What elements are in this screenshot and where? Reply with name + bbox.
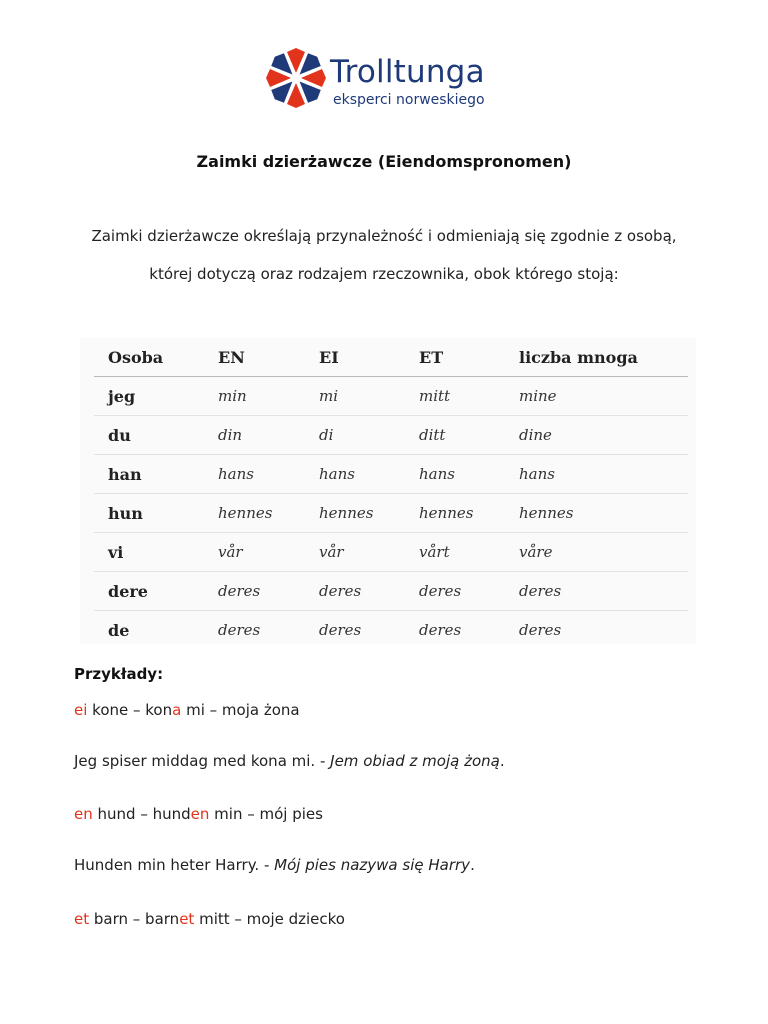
text: Hunden min heter Harry. - xyxy=(74,856,275,874)
column-header: EI xyxy=(305,338,405,377)
form-cell: dine xyxy=(505,416,688,455)
table-row xyxy=(94,572,688,611)
page-title: Zaimki dzierżawcze (Eiendomspronomen) xyxy=(196,152,572,171)
form-cell: mine xyxy=(505,377,688,416)
star-icon xyxy=(266,48,326,108)
form-cell: hennes xyxy=(204,494,305,533)
form-cell: deres xyxy=(519,621,562,639)
table-row xyxy=(94,533,688,572)
brand-name: Trolltunga xyxy=(330,54,485,90)
example-1-sentence xyxy=(74,752,505,770)
person-cell: han xyxy=(94,455,204,494)
highlight: en xyxy=(74,805,93,823)
highlight: et xyxy=(179,910,195,928)
text: min – mój pies xyxy=(209,805,323,823)
example-2-sentence xyxy=(74,856,475,874)
table-row xyxy=(94,455,688,494)
person-cell: de xyxy=(108,620,130,640)
table-header-row xyxy=(94,338,688,377)
column-header: liczba mnoga xyxy=(505,338,688,377)
form-cell: hennes xyxy=(305,494,405,533)
form-cell: ditt xyxy=(405,416,505,455)
highlight: et xyxy=(74,910,90,928)
form-cell: mitt xyxy=(405,377,505,416)
person-cell: hun xyxy=(94,494,204,533)
translation: Jem obiad z moją żoną xyxy=(330,752,500,770)
intro-line-1: Zaimki dzierżawcze określają przynależność i odmieniają się zgodnie z osobą, xyxy=(91,227,677,245)
form-cell: deres xyxy=(204,572,305,611)
text: mitt – moje dziecko xyxy=(194,910,345,928)
form-cell: vårt xyxy=(405,533,505,572)
examples-heading: Przykłady: xyxy=(74,665,164,683)
form-cell: hennes xyxy=(405,494,505,533)
column-header: ET xyxy=(405,338,505,377)
example-3 xyxy=(74,910,345,928)
column-header: Osoba xyxy=(94,338,204,377)
form-cell: mi xyxy=(305,377,405,416)
text: . xyxy=(499,752,505,770)
table-row xyxy=(94,494,688,533)
brand-tagline: eksperci norweskiego xyxy=(333,92,485,108)
form-cell: hans xyxy=(505,455,688,494)
table-row xyxy=(94,416,688,455)
form-cell: di xyxy=(305,416,405,455)
person-cell: jeg xyxy=(94,377,204,416)
person-cell: dere xyxy=(94,572,204,611)
form-cell: vår xyxy=(305,533,405,572)
form-cell: deres xyxy=(419,621,462,639)
text: barn – barn xyxy=(89,910,180,928)
table-row xyxy=(94,377,688,416)
form-cell: våre xyxy=(505,533,688,572)
form-cell: hans xyxy=(204,455,305,494)
highlight: a xyxy=(172,701,182,719)
form-cell: hennes xyxy=(505,494,688,533)
highlight: en xyxy=(190,805,210,823)
form-cell: vår xyxy=(204,533,305,572)
text: mi – moja żona xyxy=(181,701,300,719)
text: hund – hund xyxy=(92,805,191,823)
translation: Mój pies nazywa się Harry xyxy=(274,856,471,874)
logo xyxy=(266,48,506,114)
column-header: EN xyxy=(204,338,305,377)
form-cell: deres xyxy=(505,572,688,611)
pronoun-table-image xyxy=(80,338,696,644)
form-cell: hans xyxy=(305,455,405,494)
form-cell: deres xyxy=(218,621,261,639)
person-cell: du xyxy=(94,416,204,455)
intro-line-2: której dotyczą oraz rodzajem rzeczownika, obok którego stoją: xyxy=(149,265,619,283)
highlight: ei xyxy=(74,701,88,719)
table-row xyxy=(94,611,688,650)
example-2 xyxy=(74,805,323,823)
form-cell: hans xyxy=(405,455,505,494)
pronoun-table xyxy=(94,338,688,649)
form-cell: deres xyxy=(405,572,505,611)
text: Jeg spiser middag med kona mi. - xyxy=(74,752,331,770)
example-1 xyxy=(74,701,300,719)
form-cell: deres xyxy=(305,572,405,611)
form-cell: deres xyxy=(319,621,362,639)
form-cell: din xyxy=(204,416,305,455)
text: . xyxy=(470,856,475,874)
person-cell: vi xyxy=(94,533,204,572)
text: kone – kon xyxy=(87,701,173,719)
form-cell: min xyxy=(204,377,305,416)
